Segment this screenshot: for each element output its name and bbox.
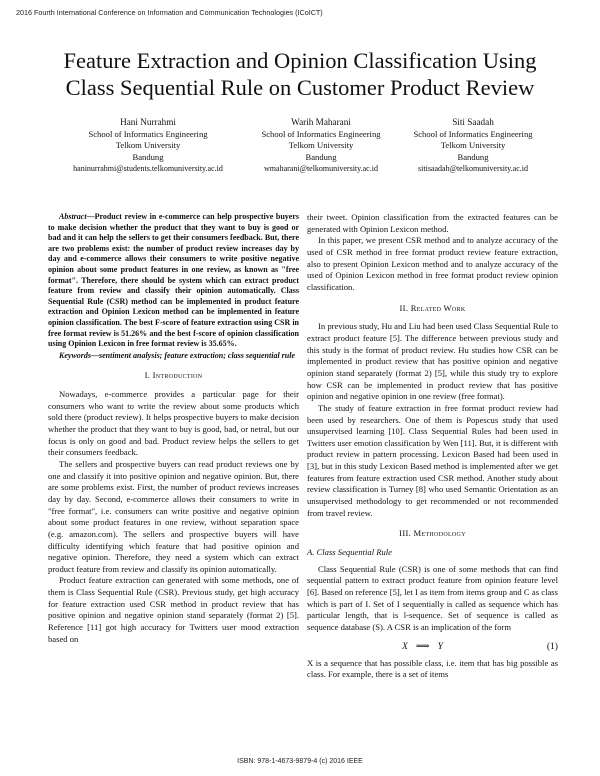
equation-body [402, 641, 443, 653]
author-univ: Telkom University [115, 140, 181, 151]
paragraph: Class Sequential Rule (CSR) is one of some methods that can find sequential pattern to extract product feature from opinion feature level [6]. Based on reference [5], let I as item from items group and C as class which is part of I. Set of I sequentially is called as sequence which has particular length, that is l-sequence. Set of sequence is called as sequence database (S). A CSR is an implication of the form [307, 563, 558, 632]
author-univ: Telkom University [288, 140, 354, 151]
author-univ: Telkom University [440, 140, 506, 151]
running-header: 2016 Fourth International Conference on Information and Communication Technologies (ICoICT) [16, 8, 323, 17]
author-city: Bandung [305, 151, 337, 162]
paragraph: their tweet. Opinion classification from the extracted features can be generated with Opinion Lexicon method. [307, 212, 558, 234]
section-heading-related-work: II. Related Work [399, 302, 466, 313]
author-email: sitisaadah@telkomuniversity.ac.id [418, 163, 528, 173]
paragraph: In previous study, Hu and Liu had been used Class Sequential Rule to extract product feature [5]. The difference between previous study and this study is the format of product review. Hu studies how CSR can be implemented in product review that has positive opinion and negative opinion stand separately (format 2) [5], while this study try to explore how CSR can be implemented in product review that has positive opinion and negative opinion in one review (free format). [307, 321, 558, 402]
author-dept: School of Informatics Engineering [261, 129, 381, 140]
author-email: haninurrahmi@students.telkomuniversity.ac.id [73, 163, 223, 173]
equation-lhs: X [402, 640, 408, 652]
abstract-text: —Product review in e-commerce can help prospective buyers to make decision whether the product that they want to buy is good or bad and it can help the sellers to get their consumers feedback. But, there are two problems exist: the number of product review increases day by day and e-commerce allows their consumers to write positive negative opinion about some product features in one review, as known as "free format". Therefore, there should be system which can extract product feature from review and classify their opinion automatically. Class Sequential Rule (CSR) method can be implemented in product feature extraction and Opinion Lexicon method can be implemented in feature opinion classification. The best F-score of feature extraction using CSR in free format review is 51.26% and the best f-score of opinion classification using Opinion Lexicon in free format review is 35.65%. [48, 212, 299, 349]
equation-rhs: Y [437, 640, 443, 652]
left-column [48, 212, 299, 645]
abstract [48, 212, 299, 350]
author-block-1 [53, 117, 243, 174]
paragraph: Product feature extraction can generated with some methods, one of them is Class Sequential Rule (CSR). Previous study, get high accuracy for feature extraction used CSR method in product review that has positive opinion and negative opinion stand separately (format 2) [5]. Reference [11] got high accuracy for Twitters user mood extraction based on [48, 575, 299, 644]
section-heading-introduction: I. Introduction [144, 370, 203, 381]
author-block-3 [378, 117, 568, 174]
paragraph: The sellers and prospective buyers can read product reviews one by one and classify it into positive opinion and negative opinion. But, there are some problems exist. First, the number of product reviews increases day by day. Second, e-commerce allows their consumers to write in "free format", i.e. consumers can write positive and negative opinion about some product features in one review, without separation space (e.g. amazon.com). The sellers and prospective buyers will have difficulty identifying which feature that had positive opinion and negative opinion. Therefore, they need a system which can extract product feature from review and classify its opinion automatically. [48, 458, 299, 574]
author-name: Warih Maharani [291, 117, 351, 127]
author-email: wmaharani@telkomuniversity.ac.id [264, 163, 378, 173]
section-heading-methodology: III. Methodology [399, 528, 466, 539]
abstract-label: Abstract [59, 212, 87, 221]
author-name: Siti Saadah [452, 117, 494, 127]
paragraph: The study of feature extraction in free format product review had been used by researchers. One of them is Popescus study that used unsupervised learning [10]. Class Sequential Rules had been used in Twitters user emotion classification by Wen [11]. But, it is different with product review in pattern processing. Lexicon Based had been used in [3], but in this study Lexicon Based method is implemented after we get features from feature extraction used CSR method. Another study about review classification is Turney [8] who used Semantic Orientation as an unsupervised methodology to get recommended or not recommended from travel review. [307, 402, 558, 518]
author-dept: School of Informatics Engineering [88, 129, 208, 140]
paragraph: X is a sequence that has possible class, i.e. item that has big possible as class. For example, there is a set of items [307, 657, 558, 680]
paragraph: Nowadays, e-commerce provides a particular page for their consumers who want to write the review about some products which sold there (product review). It helps prospective buyers to make decision whether the product that they want to buy is good, bad, or netral, but our focus is only on good and bad. Product review helps the sellers to get their consumers feedback. [48, 388, 299, 458]
title-line-1: Feature Extraction and Opinion Classification Using [63, 48, 537, 73]
equation-number: (1) [546, 640, 558, 652]
author-dept: School of Informatics Engineering [413, 129, 533, 140]
author-city: Bandung [132, 151, 164, 162]
paper-title [20, 47, 580, 101]
implies-arrow: ⟹ [415, 640, 430, 652]
author-name: Hani Nurrahmi [120, 117, 176, 127]
equation-1 [307, 639, 558, 655]
page-footer: ISBN: 978-1-4673-9879-4 (c) 2016 IEEE [237, 758, 363, 765]
title-line-2: Class Sequential Rule on Customer Product Review [65, 75, 535, 100]
paragraph: In this paper, we present CSR method and to analyze accuracy of the used of CSR method in free format product review feature extraction, also to present Opinion Lexicon method and to analyze accuracy of the used of Opinion Lexicon method in free format product review opinion classification. [307, 235, 558, 292]
author-city: Bandung [457, 151, 489, 162]
right-column [307, 212, 558, 681]
keywords: Keywords—sentiment analysis; feature extraction; class sequential rule [59, 350, 296, 360]
subsection-heading-csr: A. Class Sequential Rule [307, 547, 392, 558]
